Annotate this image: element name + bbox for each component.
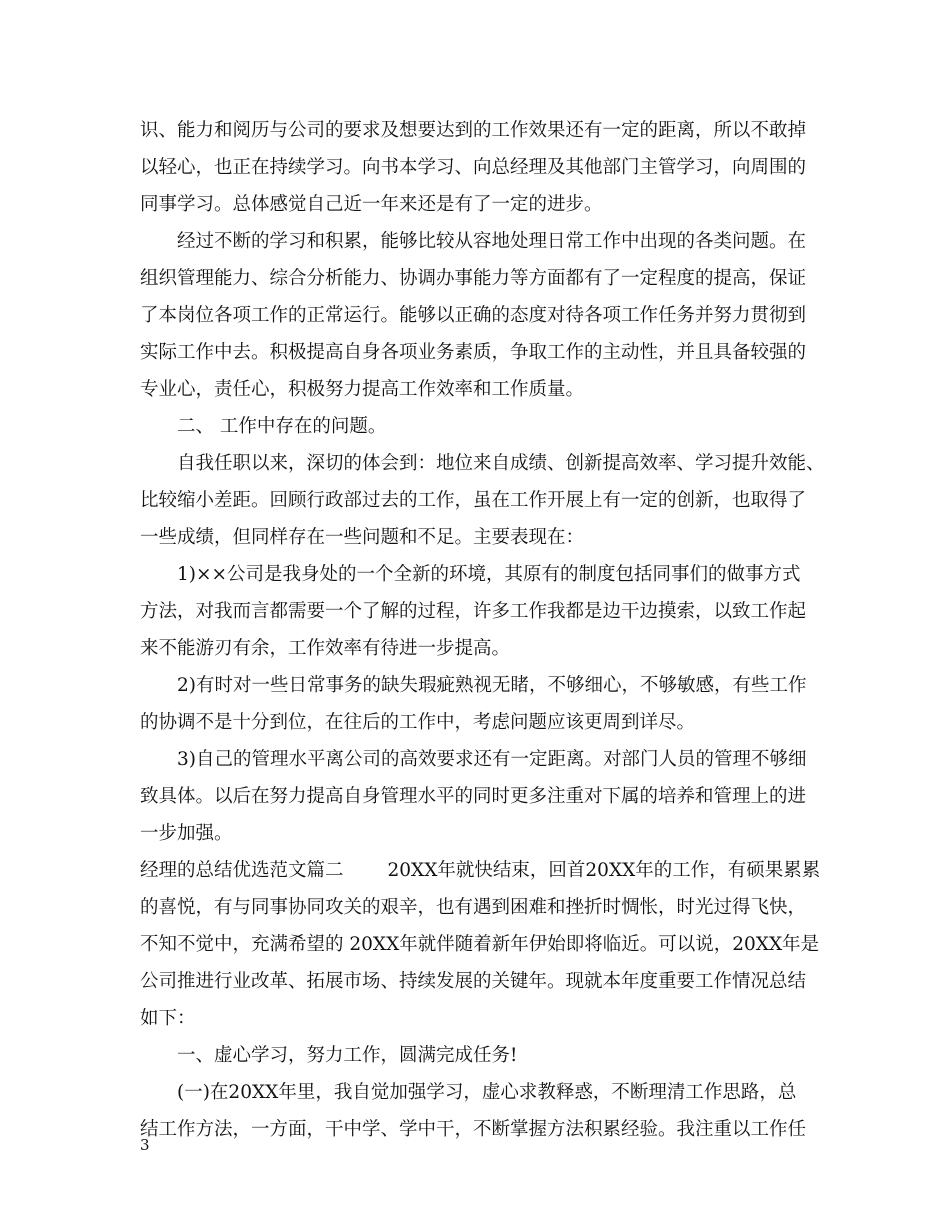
paragraph-line: 结工作方法，一方面，干中学、学中干，不断掌握方法积累经验。我注重以工作任	[140, 1119, 807, 1140]
paragraph-line: 一些成绩，但同样存在一些问题和不足。主要表现在：	[140, 527, 585, 548]
section-heading: 二、 工作中存在的问题。	[177, 416, 387, 437]
list-item-line: 3)自己的管理水平离公司的高效要求还有一定距离。对部门人员的管理不够细	[177, 749, 807, 770]
paragraph-line: 以轻心，也正在持续学习。向书本学习、向总经理及其他部门主管学习，向周围的	[140, 157, 807, 178]
paragraph-line: (一)在20XX年里，我自觉加强学习，虚心求教释惑，不断理清工作思路，总	[177, 1082, 797, 1103]
paragraph-line: 组织管理能力、综合分析能力、协调办事能力等方面都有了一定程度的提高，保证	[140, 268, 807, 289]
paragraph-line: 不知不觉中，充满希望的 20XX年就伴随着新年伊始即将临近。可以说，20XX年是	[140, 934, 820, 955]
section-title: 经理的总结优选范文篇二	[140, 860, 344, 881]
paragraph-line: 实际工作中去。积极提高自身各项业务素质，争取工作的主动性，并且具备较强的	[140, 342, 807, 363]
list-item-line: 致具体。以后在努力提高自身管理水平的同时更多注重对下属的培养和管理上的进	[140, 786, 807, 807]
paragraph-line: 自我任职以来，深切的体会到：地位来自成绩、创新提高效率、学习提升效能、	[177, 453, 825, 474]
paragraph-line: 识、能力和阅历与公司的要求及想要达到的工作效果还有一定的距离，所以不敢掉	[140, 120, 807, 141]
list-item-line: 2)有时对一些日常事务的缺失瑕疵熟视无睹，不够细心，不够敏感，有些工作	[177, 675, 807, 696]
document-body	[140, 112, 830, 1148]
paragraph-line: 同事学习。总体感觉自己近一年来还是有了一定的进步。	[140, 194, 603, 215]
list-item-line: 1)××公司是我身处的一个全新的环境，其原有的制度包括同事们的做事方式	[177, 564, 801, 585]
paragraph-line: 公司推进行业改革、拓展市场、持续发展的关键年。现就本年度重要工作情况总结	[140, 971, 807, 992]
paragraph-line: 专业心，责任心，积极努力提高工作效率和工作质量。	[140, 379, 585, 400]
page-number: 3	[140, 1136, 150, 1154]
list-item-line: 来不能游刃有余，工作效率有待进一步提高。	[140, 638, 511, 659]
section-title-line	[140, 852, 830, 889]
paragraph-line: 经过不断的学习和积累，能够比较从容地处理日常工作中出现的各类问题。在	[177, 231, 807, 252]
paragraph-line: 20XX年就快结束，回首20XX年的工作，有硕果累累	[387, 860, 821, 881]
list-item-line: 方法，对我而言都需要一个了解的过程，许多工作我都是边干边摸索，以致工作起	[140, 601, 807, 622]
paragraph-line: 比较缩小差距。回顾行政部过去的工作，虽在工作开展上有一定的创新，也取得了	[140, 490, 807, 511]
paragraph-line: 的喜悦，有与同事协同攻关的艰辛，也有遇到困难和挫折时惆怅，时光过得飞快，	[140, 897, 807, 918]
section-heading: 一、虚心学习，努力工作，圆满完成任务!	[177, 1045, 518, 1066]
paragraph-line: 了本岗位各项工作的正常运行。能够以正确的态度对待各项工作任务并努力贯彻到	[140, 305, 807, 326]
list-item-line: 一步加强。	[140, 823, 233, 844]
paragraph-line: 如下：	[140, 1008, 196, 1029]
list-item-line: 的协调不是十分到位，在往后的工作中，考虑问题应该更周到详尽。	[140, 712, 696, 733]
